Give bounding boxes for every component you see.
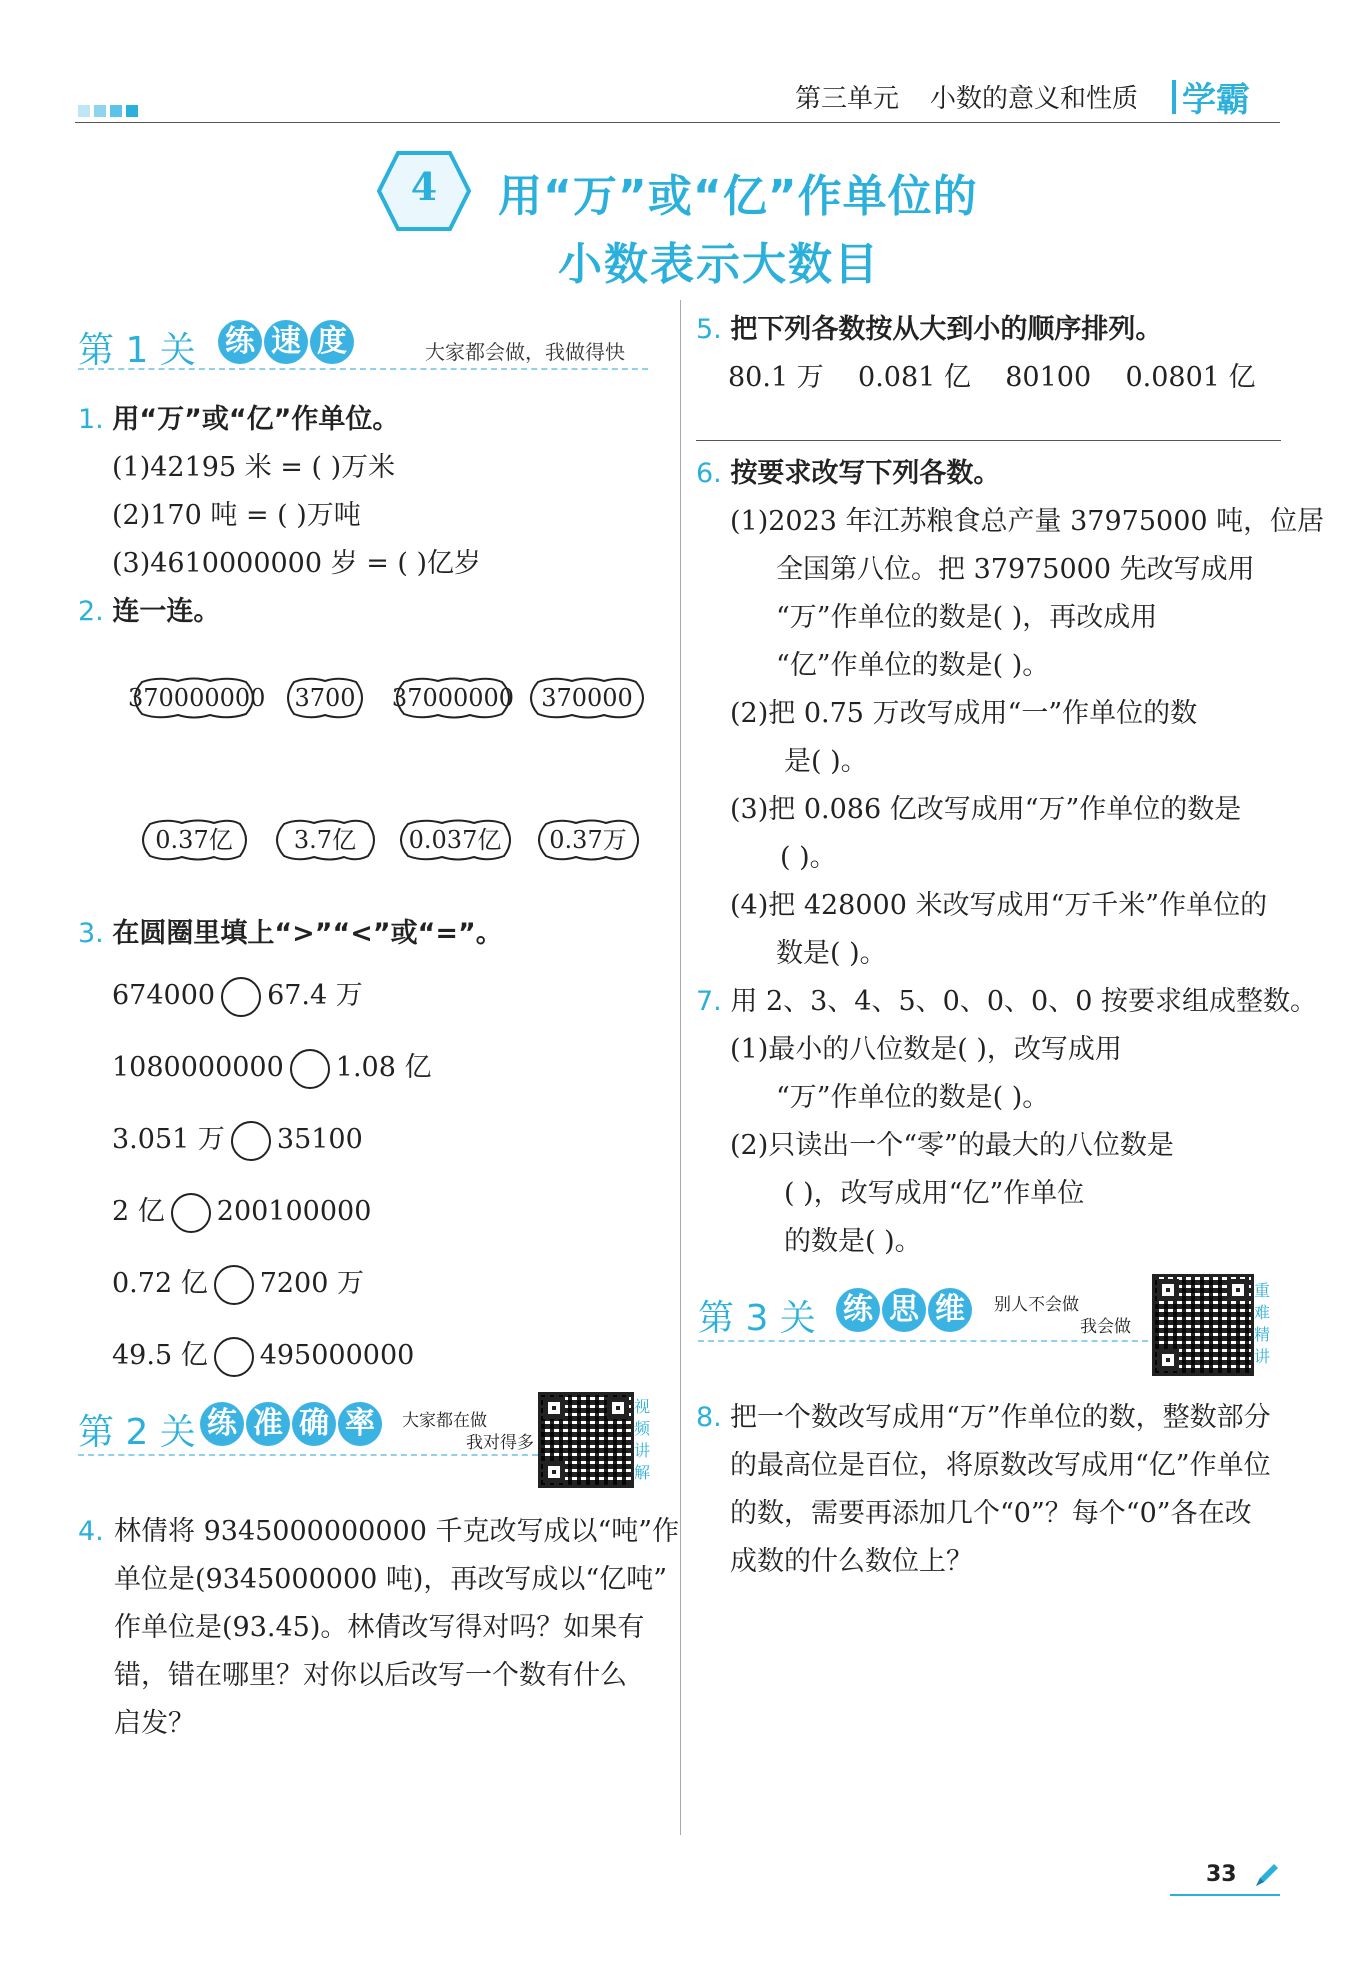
compare-row: [112, 1260, 364, 1308]
page-number: 33: [1206, 1862, 1237, 1887]
q5-number: 5.: [696, 314, 722, 345]
q6-line: 数是( )。: [776, 938, 887, 969]
q2-number: 2.: [78, 596, 104, 627]
compare-row: [112, 972, 363, 1020]
compare-circle[interactable]: [171, 1193, 211, 1233]
video-char: 解: [634, 1463, 651, 1482]
section1-char: 度: [310, 320, 354, 364]
q6-text: 按要求改写下列各数。: [730, 458, 1001, 489]
cloud-label: 3.7亿: [293, 826, 357, 854]
q7-line: (1)最小的八位数是( )，改写成用: [730, 1034, 1122, 1065]
section1-slogan: 大家都会做，我做得快: [425, 340, 625, 364]
q6-line: (3)把 0.086 亿改写成用“万”作单位的数是: [730, 794, 1242, 825]
video-char: 讲: [1254, 1347, 1271, 1366]
section1-char: 速: [264, 320, 308, 364]
cloud-label: 0.037亿: [408, 826, 502, 854]
cloud-label: 3700: [294, 684, 356, 712]
q4: [78, 1508, 104, 1556]
compare-circle[interactable]: [221, 977, 261, 1017]
section3-char: 思: [882, 1288, 926, 1332]
compare-row: [112, 1044, 432, 1092]
q4-line: 启发？: [114, 1708, 195, 1739]
section2-slogan1: 大家都在做: [402, 1411, 487, 1431]
q7-line: ( )，改写成用“亿”作单位: [784, 1178, 1085, 1209]
compare-right: 200100000: [216, 1196, 372, 1227]
qr-code[interactable]: [538, 1392, 634, 1488]
q1-item: (1)42195 米 = ( )万米: [112, 452, 396, 483]
section3-char: 维: [928, 1288, 972, 1332]
cloud-top-4[interactable]: [524, 676, 650, 720]
section3-title: [836, 1288, 974, 1332]
section2-char: 练: [200, 1402, 244, 1446]
q3: [78, 910, 503, 958]
q7-line: 的数是( )。: [784, 1226, 922, 1257]
qr-code[interactable]: [1152, 1274, 1254, 1376]
compare-circle[interactable]: [214, 1337, 254, 1377]
header-chapter: 小数的意义和性质: [930, 84, 1139, 114]
section2-label: 第 2 关: [78, 1412, 196, 1453]
footer-rule: [1170, 1894, 1280, 1896]
q5-text: 把下列各数按从大到小的顺序排列。: [730, 314, 1163, 345]
video-char: 视: [634, 1397, 651, 1416]
q4-line: 单位是(9345000000 吨)，再改写成以“亿吨”: [114, 1564, 668, 1595]
header-rule: [75, 122, 1280, 123]
q5: [696, 306, 1162, 354]
compare-right: 35100: [276, 1124, 363, 1155]
cloud-top-2[interactable]: [282, 676, 368, 720]
q8-line: 把一个数改写成用“万”作单位的数，整数部分: [730, 1402, 1271, 1433]
cloud-bottom-3[interactable]: [394, 818, 516, 862]
video-char: 讲: [634, 1441, 651, 1460]
section2-char: 准: [246, 1402, 290, 1446]
lesson-number: 4: [410, 164, 438, 209]
pencil-icon: [1252, 1860, 1282, 1890]
video-char: 难: [1254, 1303, 1271, 1322]
section1-char: 练: [218, 320, 262, 364]
compare-circle[interactable]: [231, 1121, 271, 1161]
q4-line: 林倩将 9345000000000 千克改写成以“吨”作: [114, 1516, 680, 1547]
page-title-line1: 用“万”或“亿”作单位的: [498, 171, 978, 222]
compare-left: 674000: [112, 980, 216, 1011]
cloud-label: 0.37万: [549, 826, 627, 854]
cloud-bottom-2[interactable]: [270, 818, 380, 862]
section3-slogan2: 我会做: [1080, 1317, 1131, 1337]
video-char: 重: [1254, 1281, 1271, 1300]
q7-number: 7.: [696, 986, 722, 1017]
section1-title: [218, 320, 356, 364]
q4-line: 错，错在哪里？对你以后改写一个数有什么: [114, 1660, 627, 1691]
cloud-label: 370000000: [128, 684, 266, 712]
section3-underline: [698, 1340, 1148, 1342]
q1-item: (3)4610000000 岁 = ( )亿岁: [112, 548, 482, 579]
compare-left: 49.5 亿: [112, 1340, 208, 1371]
q2-text: 连一连。: [112, 596, 221, 627]
section2-char: 率: [338, 1402, 382, 1446]
section2-underline: [78, 1454, 538, 1456]
q1-text: 用“万”或“亿”作单位。: [112, 404, 400, 435]
section2-slogan2: 我对得多: [466, 1433, 534, 1453]
cloud-bottom-1[interactable]: [136, 818, 252, 862]
q7-line: “万”作单位的数是( )。: [776, 1082, 1050, 1113]
page-title-line2: 小数表示大数目: [558, 239, 880, 290]
q6-line: (2)把 0.75 万改写成用“一”作单位的数: [730, 698, 1198, 729]
q6-line: (1)2023 年江苏粮食总产量 37975000 吨，位居: [730, 506, 1325, 537]
q5-divider: [696, 440, 1281, 441]
cloud-top-3[interactable]: [390, 676, 516, 720]
cloud-label: 0.37亿: [155, 826, 233, 854]
cloud-bottom-4[interactable]: [532, 818, 644, 862]
compare-row: [112, 1188, 371, 1236]
q8-line: 成数的什么数位上？: [730, 1546, 973, 1577]
q1: [78, 396, 399, 444]
header-unit: 第三单元: [795, 84, 900, 114]
q7-line: (2)只读出一个“零”的最大的八位数是: [730, 1130, 1174, 1161]
q8: [696, 1394, 722, 1442]
q8-number: 8.: [696, 1402, 722, 1433]
section1-label: 第 1 关: [78, 330, 196, 371]
column-divider: [680, 300, 681, 1835]
q1-number: 1.: [78, 404, 104, 435]
q3-number: 3.: [78, 918, 104, 949]
q6-line: ( )。: [780, 842, 837, 873]
q6-line: “万”作单位的数是( )，再改成用: [776, 602, 1158, 633]
q7: [696, 978, 1317, 1026]
header-divider-bar: [1172, 80, 1176, 114]
compare-right: 495000000: [259, 1340, 415, 1371]
cloud-label: 370000: [541, 684, 633, 712]
compare-circle[interactable]: [214, 1265, 254, 1305]
q6-line: (4)把 428000 米改写成用“万千米”作单位的: [730, 890, 1268, 921]
q6-number: 6.: [696, 458, 722, 489]
compare-right: 67.4 万: [267, 980, 363, 1011]
section3-char: 练: [836, 1288, 880, 1332]
video-label: [634, 1396, 654, 1484]
q5-values: 80.1 万 0.081 亿 80100 0.0801 亿: [728, 362, 1256, 393]
video-char: 频: [634, 1419, 651, 1438]
compare-right: 7200 万: [259, 1268, 364, 1299]
video-label: [1254, 1280, 1274, 1368]
compare-circle[interactable]: [290, 1049, 330, 1089]
q8-line: 的最高位是百位，将原数改写成用“亿”作单位: [730, 1450, 1271, 1481]
compare-row: [112, 1332, 414, 1380]
section2-char: 确: [292, 1402, 336, 1446]
cloud-top-1[interactable]: [128, 676, 266, 720]
compare-left: 0.72 亿: [112, 1268, 208, 1299]
compare-row: [112, 1116, 363, 1164]
section2-title: [200, 1402, 384, 1446]
video-char: 精: [1254, 1325, 1271, 1344]
q6-line: 全国第八位。把 37975000 先改写成用: [776, 554, 1255, 585]
lesson-number-badge: [376, 150, 472, 232]
q6-line: “亿”作单位的数是( )。: [776, 650, 1050, 681]
q4-number: 4.: [78, 1516, 104, 1547]
q4-line: 作单位是(93.45)。林倩改写得对吗？如果有: [114, 1612, 645, 1643]
compare-right: 1.08 亿: [335, 1052, 432, 1083]
header-deco: [78, 102, 138, 121]
section1-underline: [78, 368, 648, 370]
section3-slogan1: 别人不会做: [994, 1295, 1079, 1315]
q1-item: (2)170 吨 = ( )万吨: [112, 500, 361, 531]
q6-line: 是( )。: [784, 746, 868, 777]
q2: [78, 588, 220, 636]
brand-logo: 学霸: [1182, 80, 1250, 120]
q8-line: 的数，需要再添加几个“0”？每个“0”各在改: [730, 1498, 1252, 1529]
section3-label: 第 3 关: [698, 1298, 816, 1339]
q3-text: 在圆圈里填上“>”“<”或“=”。: [112, 918, 503, 949]
q6: [696, 450, 1000, 498]
cloud-label: 37000000: [391, 684, 515, 712]
compare-left: 2 亿: [112, 1196, 165, 1227]
compare-left: 1080000000: [112, 1052, 284, 1083]
compare-left: 3.051 万: [112, 1124, 225, 1155]
q7-text: 用 2、3、4、5、0、0、0、0 按要求组成整数。: [730, 986, 1317, 1017]
